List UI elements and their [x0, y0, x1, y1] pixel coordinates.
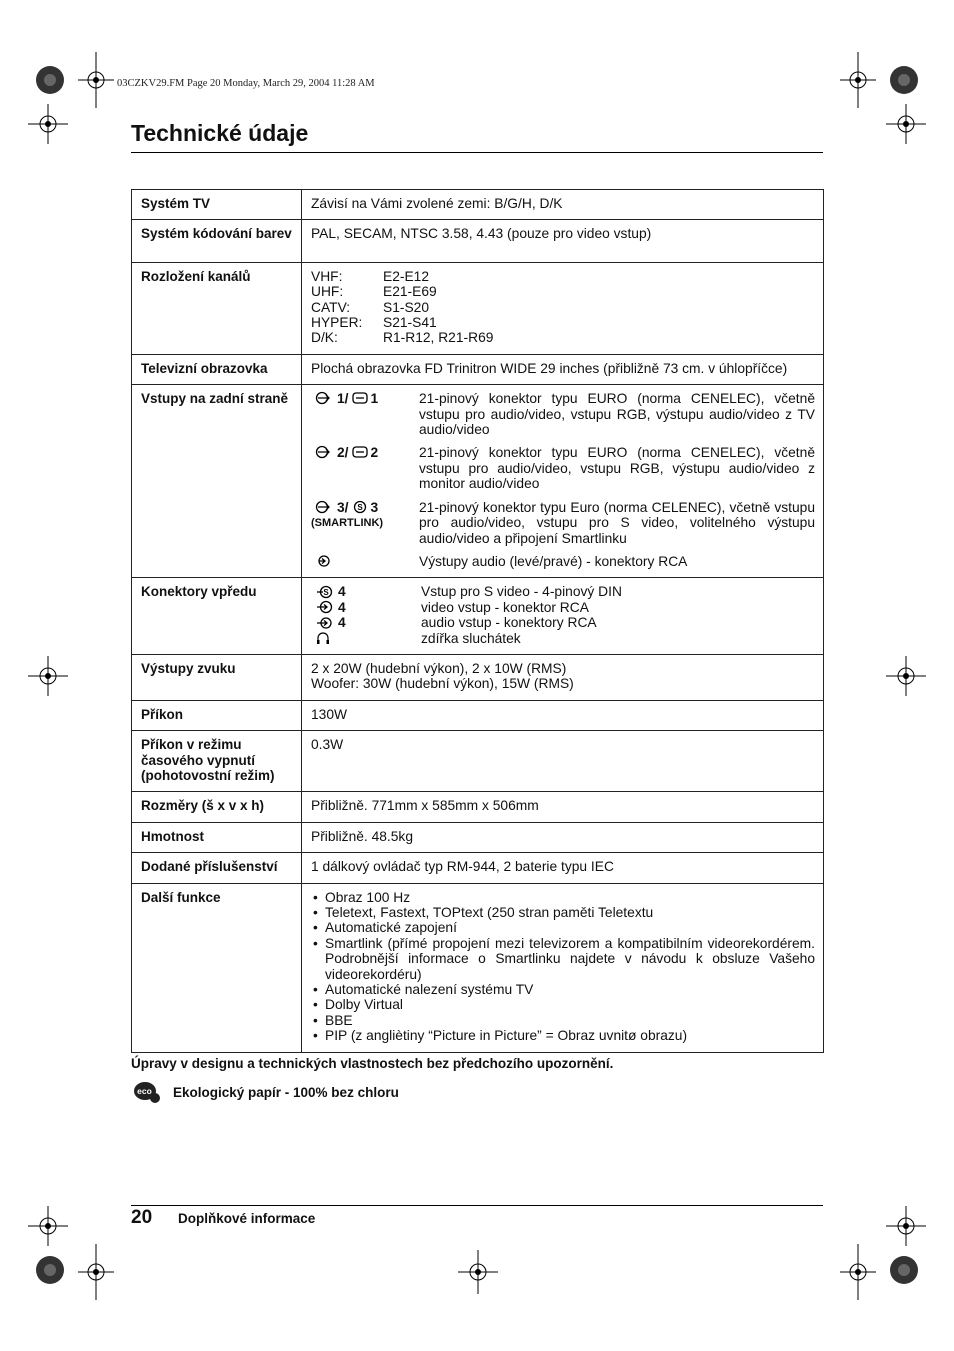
- row-value: Přibližně. 48.5kg: [302, 822, 824, 852]
- table-row: [132, 700, 824, 730]
- scart-3-label: 3/ S 3 (SMARTLINK): [311, 500, 419, 546]
- scart-input-icon: [315, 500, 335, 514]
- row-value: 1 dálkový ovládač typ RM-944, 2 baterie typu IEC: [302, 853, 824, 883]
- svg-text:S: S: [356, 502, 363, 512]
- title-rule: [131, 152, 823, 153]
- video-input-icon: [315, 600, 335, 614]
- audio-input-icon: [315, 616, 335, 630]
- list-item: • Obraz 100 Hz: [311, 890, 815, 905]
- table-row: [132, 190, 824, 220]
- table-row: [132, 354, 824, 384]
- scart-input-icon: [315, 391, 335, 405]
- registration-mark-bottom-left: [30, 1250, 70, 1290]
- front-connector-description: audio vstup - konektory RCA: [421, 615, 597, 631]
- scart-3-description: 21-pinový konektor typu Euro (norma CELENEC), včetně vstupu pro audio/video, vstupu pro S video, volitelného výstupu audio/video a připojení Smartlinku: [419, 499, 815, 546]
- front-connector-description: video vstup - konektor RCA: [421, 599, 589, 615]
- scart-2-description: 21-pinový konektor typu EURO (norma CENELEC), včetně vstupu pro audio/video, vstupu RGB, výstupu audio/video z monitor audio/video: [419, 445, 815, 492]
- crosshair-mark: [78, 52, 114, 108]
- row-value: Plochá obrazovka FD Trinitron WIDE 29 inches (přibližně 73 cm. v úhlopříčce): [302, 354, 824, 384]
- list-item: • PIP (z anglièt​iny “Picture in Picture” = Obraz uvnitø obrazu): [311, 1028, 815, 1043]
- scart-input-icon: [315, 445, 335, 459]
- table-row: [132, 262, 824, 354]
- smartlink-label: (SMARTLINK): [311, 517, 384, 530]
- s-video-icon: [315, 585, 335, 599]
- scart-1-description: 21-pinový konektor typu EURO (norma CENELEC), včetně vstupu pro audio/video, vstupu RGB, výstupu audio/video z TV audio/video: [419, 391, 815, 438]
- s-video-icon: [351, 500, 369, 514]
- rear-input-list: [302, 385, 824, 578]
- list-item: • Teletext, Fastext, TOPtext (250 stran paměti Teletextu: [311, 905, 815, 920]
- table-row: [132, 731, 824, 792]
- eco-paper-note: [133, 1080, 399, 1104]
- crosshair-mark: [78, 1244, 114, 1300]
- table-row: [132, 220, 824, 262]
- table-row: [132, 654, 824, 700]
- band-range: E2-E12: [383, 268, 430, 284]
- front-connector-description: zdířka sluchátek: [421, 630, 521, 646]
- svg-text:eco: eco: [137, 1086, 152, 1096]
- list-item: • Automatické nalezení systému TV: [311, 982, 815, 997]
- design-change-notice: Úpravy v designu a technických vlastnostech bez předchozího upozornění.: [131, 1056, 614, 1071]
- crosshair-mark: [28, 656, 68, 696]
- registration-mark-top-right: [884, 60, 924, 100]
- crosshair-mark: [840, 52, 876, 108]
- row-value: PAL, SECAM, NTSC 3.58, 4.43 (pouze pro video vstup): [302, 220, 824, 262]
- table-row: [132, 385, 824, 578]
- svg-text:S: S: [323, 588, 329, 598]
- registration-mark-bottom-right: [884, 1250, 924, 1290]
- row-value: Woofer: 30W (hudební výkon), 15W (RMS): [311, 676, 574, 692]
- row-label: Vstupy na zadní straně: [132, 385, 302, 578]
- page-title: Technické údaje: [131, 120, 309, 146]
- row-label: Příkon v režimu časového vypnutí (pohotovostní režim): [132, 731, 302, 792]
- row-label: Další funkce: [132, 883, 302, 1052]
- crosshair-mark: [886, 104, 926, 144]
- table-row: [132, 822, 824, 852]
- band-label: CATV:: [311, 299, 351, 315]
- row-label: Konektory vpředu: [132, 578, 302, 655]
- band-range: S1-S20: [383, 299, 430, 315]
- footer-section-label: Doplňkové informace: [178, 1211, 316, 1226]
- row-value: 130W: [302, 700, 824, 730]
- list-item: • Smartlink (přímé propojení mezi televizorem a kompatibilním videorekordérem. Podrobnější informace o Smartlinku najdete v návodu k obsluze Vašeho videorekordéru): [311, 936, 815, 982]
- spec-table: [131, 189, 824, 1053]
- headphone-icon: [315, 631, 331, 645]
- footer-rule: [131, 1205, 823, 1206]
- row-label: Rozložení kanálů: [132, 262, 302, 354]
- band-range: R1-R12, R21-R69: [383, 330, 494, 346]
- row-label: Rozměry (š x v x h): [132, 792, 302, 822]
- row-label: Systém kódování barev: [132, 220, 302, 262]
- scart-output-icon: [351, 445, 369, 459]
- band-label: VHF:: [311, 268, 343, 284]
- feature-list: [311, 890, 815, 1044]
- row-label: Výstupy zvuku: [132, 654, 302, 700]
- audio-output-label: [311, 554, 419, 569]
- eco-paper-text: Ekologický papír - 100% bez chloru: [173, 1084, 399, 1100]
- row-value: Závisí na Vámi zvolené zemi: B/G/H, D/K: [302, 190, 824, 220]
- table-row: [132, 883, 824, 1052]
- band-label: UHF:: [311, 284, 344, 300]
- band-range: E21-E69: [383, 284, 437, 300]
- eco-logo-icon: [133, 1080, 161, 1104]
- audio-output-icon: [315, 554, 333, 568]
- table-row: [132, 578, 824, 655]
- front-connector-description: Vstup pro S video - 4-pinový DIN: [421, 584, 622, 600]
- row-label: Dodané příslušenství: [132, 853, 302, 883]
- row-value: 2 x 20W (hudební výkon), 2 x 10W (RMS): [311, 660, 567, 676]
- audio-output-description: Výstupy audio (levé/pravé) - konektory RCA: [419, 553, 688, 569]
- print-header-note: 03CZKV29.FM Page 20 Monday, March 29, 2004 11:28 AM: [117, 78, 375, 89]
- registration-mark-top-left: [30, 60, 70, 100]
- channel-list: [302, 262, 824, 354]
- row-label: Hmotnost: [132, 822, 302, 852]
- scart-output-icon: [351, 391, 369, 405]
- table-row: [132, 792, 824, 822]
- row-value: Přibližně. 771mm x 585mm x 506mm: [302, 792, 824, 822]
- page-number: 20: [131, 1207, 153, 1228]
- row-label: Systém TV: [132, 190, 302, 220]
- row-value: 0.3W: [302, 731, 824, 792]
- scart-1-label: 1/ 1: [311, 391, 419, 437]
- scart-2-label: 2/ 2: [311, 445, 419, 491]
- band-label: D/K:: [311, 330, 338, 346]
- band-label: HYPER:: [311, 315, 363, 331]
- list-item: • Automatické zapojení: [311, 920, 815, 935]
- crosshair-mark: [886, 656, 926, 696]
- table-row: [132, 853, 824, 883]
- crosshair-mark: [840, 1244, 876, 1300]
- row-label: Televizní obrazovka: [132, 354, 302, 384]
- row-label: Příkon: [132, 700, 302, 730]
- front-connector-list: S 4 Vstup pro S video - 4-pinový DIN 4 video vstup - konektor RCA 4 audio vstup - konektory RCA zdířka sluchátek: [302, 578, 824, 655]
- crosshair-mark: [28, 1206, 68, 1246]
- list-item: • BBE: [311, 1013, 815, 1028]
- list-item: • Dolby Virtual: [311, 997, 815, 1012]
- crosshair-mark: [886, 1206, 926, 1246]
- crosshair-mark: [458, 1250, 498, 1294]
- band-range: S21-S41: [383, 315, 437, 331]
- crosshair-mark: [28, 104, 68, 144]
